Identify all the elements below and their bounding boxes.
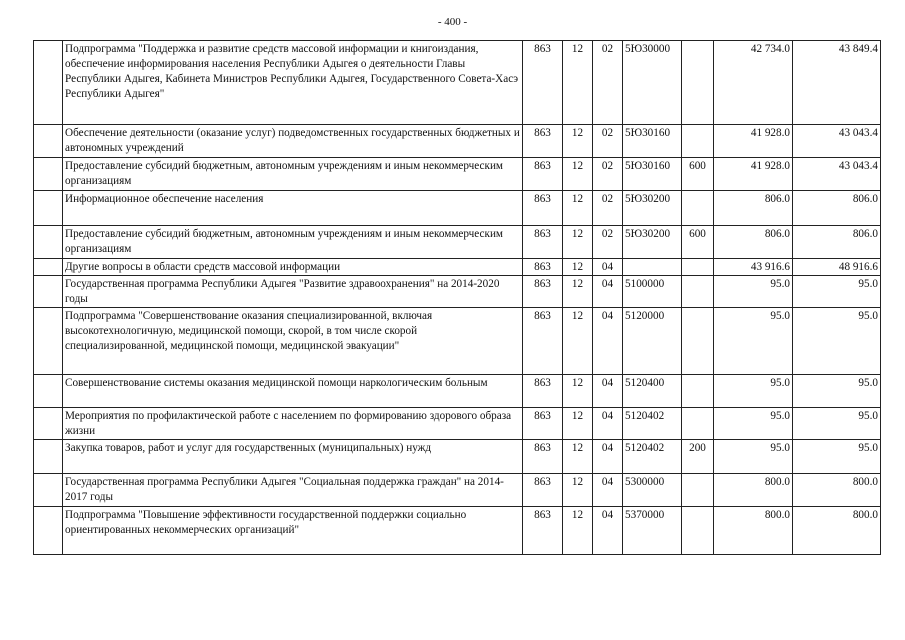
csr-cell: 5100000 [623,276,682,308]
ved-cell: 863 [523,41,563,125]
amount-2-cell: 806.0 [793,226,881,259]
csr-cell: 5Ю30200 [623,191,682,226]
amount-2-cell: 95.0 [793,375,881,408]
rz-cell: 12 [563,125,593,158]
amount-2-cell: 95.0 [793,276,881,308]
pr-cell: 04 [593,276,623,308]
table-row [34,158,881,191]
rz-cell: 12 [563,440,593,474]
vr-cell [682,474,714,507]
vr-cell [682,308,714,375]
name-cell: Закупка товаров, работ и услуг для государственных (муниципальных) нужд [63,440,523,474]
amount-2-cell: 43 043.4 [793,125,881,158]
pr-cell: 04 [593,259,623,276]
name-cell: Подпрограмма "Поддержка и развитие средств массовой информации и книгоиздания, обеспечение информирования населения Республики Адыгея о деятельности Главы Республики Адыгея, Кабинета Министров Республики Адыгея, Государственного Совета-Хасэ Республики Адыгея" [63,41,523,125]
vr-cell [682,125,714,158]
row-marker-cell [34,226,63,259]
amount-1-cell: 42 734.0 [714,41,793,125]
amount-1-cell: 95.0 [714,276,793,308]
amount-1-cell: 41 928.0 [714,158,793,191]
name-cell: Подпрограмма "Совершенствование оказания специализированной, включая высокотехнологичную, медицинской помощи, скорой, в том числе скорой специализированной, медицинской помощи, медицинской эвакуации" [63,308,523,375]
amount-1-cell: 43 916.6 [714,259,793,276]
row-marker-cell [34,308,63,375]
amount-1-cell: 800.0 [714,507,793,555]
csr-cell: 5120000 [623,308,682,375]
table-row [34,408,881,440]
row-marker-cell [34,276,63,308]
row-marker-cell [34,507,63,555]
name-cell: Обеспечение деятельности (оказание услуг) подведомственных государственных бюджетных и автономных учреждений [63,125,523,158]
ved-cell: 863 [523,440,563,474]
table-row [34,440,881,474]
ved-cell: 863 [523,308,563,375]
amount-2-cell: 43 043.4 [793,158,881,191]
amount-1-cell: 41 928.0 [714,125,793,158]
ved-cell: 863 [523,408,563,440]
name-cell: Совершенствование системы оказания медицинской помощи наркологическим больным [63,375,523,408]
pr-cell: 02 [593,125,623,158]
pr-cell: 02 [593,191,623,226]
table-row [34,125,881,158]
vr-cell [682,375,714,408]
rz-cell: 12 [563,375,593,408]
name-cell: Информационное обеспечение населения [63,191,523,226]
name-cell: Предоставление субсидий бюджетным, автономным учреждениям и иным некоммерческим организациям [63,158,523,191]
vr-cell [682,259,714,276]
pr-cell: 02 [593,226,623,259]
rz-cell: 12 [563,259,593,276]
table-row [34,507,881,555]
csr-cell [623,259,682,276]
ved-cell: 863 [523,226,563,259]
ved-cell: 863 [523,276,563,308]
vr-cell [682,41,714,125]
rz-cell: 12 [563,276,593,308]
amount-1-cell: 95.0 [714,375,793,408]
vr-cell [682,507,714,555]
amount-2-cell: 806.0 [793,191,881,226]
vr-cell [682,408,714,440]
table-row [34,41,881,125]
name-cell: Предоставление субсидий бюджетным, автономным учреждениям и иным некоммерческим организациям [63,226,523,259]
rz-cell: 12 [563,507,593,555]
amount-1-cell: 95.0 [714,308,793,375]
amount-1-cell: 806.0 [714,191,793,226]
ved-cell: 863 [523,507,563,555]
amount-2-cell: 43 849.4 [793,41,881,125]
row-marker-cell [34,440,63,474]
ved-cell: 863 [523,259,563,276]
ved-cell: 863 [523,191,563,226]
amount-1-cell: 95.0 [714,440,793,474]
name-cell: Государственная программа Республики Адыгея "Социальная поддержка граждан" на 2014-2017 годы [63,474,523,507]
name-cell: Другие вопросы в области средств массовой информации [63,259,523,276]
pr-cell: 02 [593,41,623,125]
amount-2-cell: 800.0 [793,474,881,507]
amount-2-cell: 95.0 [793,308,881,375]
ved-cell: 863 [523,474,563,507]
ved-cell: 863 [523,158,563,191]
row-marker-cell [34,375,63,408]
csr-cell: 5120402 [623,408,682,440]
pr-cell: 04 [593,507,623,555]
amount-1-cell: 806.0 [714,226,793,259]
table-row [34,308,881,375]
table-row [34,259,881,276]
row-marker-cell [34,41,63,125]
rz-cell: 12 [563,474,593,507]
ved-cell: 863 [523,375,563,408]
csr-cell: 5120402 [623,440,682,474]
vr-cell: 600 [682,226,714,259]
table-row [34,226,881,259]
table-row [34,191,881,226]
page-number: - 400 - [437,16,468,28]
name-cell: Государственная программа Республики Адыгея "Развитие здравоохранения" на 2014-2020 годы [63,276,523,308]
pr-cell: 04 [593,375,623,408]
csr-cell: 5300000 [623,474,682,507]
pr-cell: 04 [593,408,623,440]
csr-cell: 5370000 [623,507,682,555]
vr-cell [682,276,714,308]
row-marker-cell [34,474,63,507]
name-cell: Мероприятия по профилактической работе с населением по формированию здорового образа жизни [63,408,523,440]
row-marker-cell [34,191,63,226]
name-cell: Подпрограмма "Повышение эффективности государственной поддержки социально ориентированных некоммерческих организаций" [63,507,523,555]
pr-cell: 04 [593,308,623,375]
ved-cell: 863 [523,125,563,158]
amount-2-cell: 48 916.6 [793,259,881,276]
csr-cell: 5120400 [623,375,682,408]
rz-cell: 12 [563,308,593,375]
rz-cell: 12 [563,158,593,191]
table-row [34,474,881,507]
table-row [34,375,881,408]
csr-cell: 5Ю30200 [623,226,682,259]
amount-1-cell: 800.0 [714,474,793,507]
row-marker-cell [34,158,63,191]
amount-2-cell: 95.0 [793,440,881,474]
row-marker-cell [34,125,63,158]
budget-table [33,40,881,555]
vr-cell: 600 [682,158,714,191]
csr-cell: 5Ю30160 [623,125,682,158]
rz-cell: 12 [563,408,593,440]
vr-cell: 200 [682,440,714,474]
row-marker-cell [34,408,63,440]
amount-2-cell: 95.0 [793,408,881,440]
pr-cell: 04 [593,440,623,474]
amount-2-cell: 800.0 [793,507,881,555]
rz-cell: 12 [563,191,593,226]
vr-cell [682,191,714,226]
table-row [34,276,881,308]
rz-cell: 12 [563,41,593,125]
pr-cell: 02 [593,158,623,191]
pr-cell: 04 [593,474,623,507]
rz-cell: 12 [563,226,593,259]
csr-cell: 5Ю30160 [623,158,682,191]
amount-1-cell: 95.0 [714,408,793,440]
csr-cell: 5Ю30000 [623,41,682,125]
row-marker-cell [34,259,63,276]
